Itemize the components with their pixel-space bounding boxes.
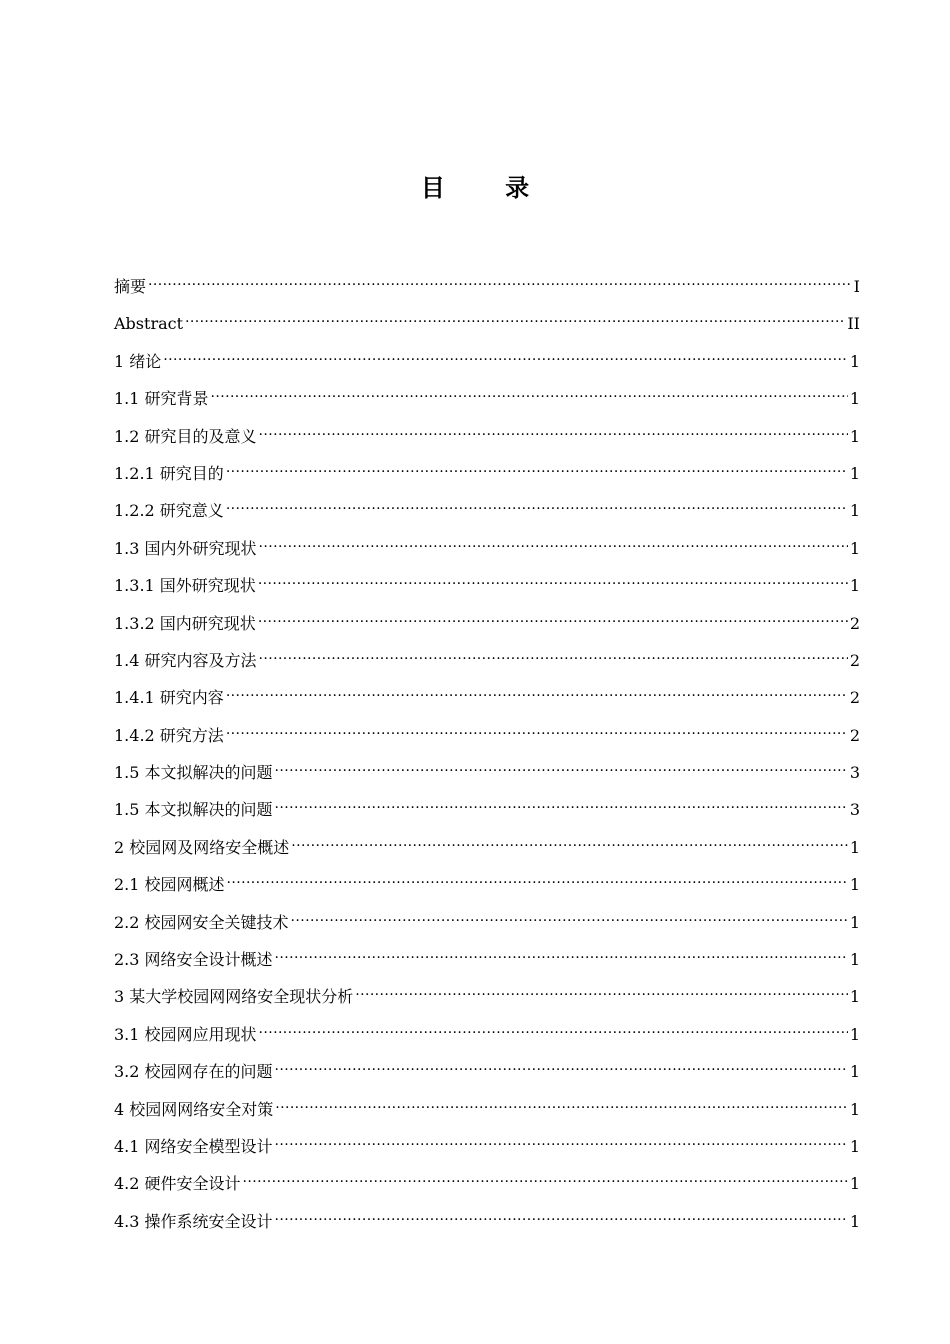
toc-entry[interactable] — [114, 793, 860, 830]
toc-dot-leader — [258, 569, 848, 591]
toc-dot-leader — [227, 868, 848, 890]
toc-entry-page-number: 1 — [849, 389, 860, 409]
toc-entry-page-number: 1 — [849, 987, 860, 1007]
toc-entry[interactable] — [114, 719, 860, 756]
toc-dot-leader — [226, 457, 848, 479]
toc-entry-page-number: 1 — [849, 1062, 860, 1082]
toc-entry[interactable] — [114, 644, 860, 681]
toc-entry[interactable] — [114, 494, 860, 531]
toc-entry[interactable] — [114, 532, 860, 569]
toc-entry-page-number: 1 — [849, 1099, 860, 1119]
toc-entry-label: 1.2 研究目的及意义 — [114, 426, 257, 446]
toc-entry[interactable] — [114, 345, 860, 382]
toc-entry[interactable] — [114, 1167, 860, 1204]
toc-entry-page-number: 1 — [849, 426, 860, 446]
toc-entry-label: 1.3 国内外研究现状 — [114, 538, 257, 558]
toc-entry-label: 1.3.2 国内研究现状 — [114, 613, 256, 633]
toc-entry-label: 3.1 校园网应用现状 — [114, 1024, 257, 1044]
toc-entry-page-number: 1 — [849, 463, 860, 483]
toc-dot-leader — [275, 793, 848, 815]
toc-dot-leader — [355, 980, 848, 1002]
toc-dot-leader — [226, 719, 848, 741]
toc-entry-page-number: 1 — [849, 1211, 860, 1231]
toc-entry-label: 4.3 操作系统安全设计 — [114, 1211, 273, 1231]
toc-entry[interactable] — [114, 457, 860, 494]
toc-entry[interactable] — [114, 980, 860, 1017]
toc-entry-label: 2.3 网络安全设计概述 — [114, 950, 273, 970]
toc-dot-leader — [148, 270, 852, 292]
toc-entry-page-number: 2 — [849, 688, 860, 708]
toc-dot-leader — [211, 382, 848, 404]
toc-entry-page-number: 1 — [849, 351, 860, 371]
toc-entry-page-number: 1 — [849, 1174, 860, 1194]
toc-entry[interactable] — [114, 906, 860, 943]
toc-entry-label: 4.1 网络安全模型设计 — [114, 1136, 273, 1156]
toc-entry-page-number: 1 — [849, 1024, 860, 1044]
toc-dot-leader — [275, 1055, 848, 1077]
toc-dot-leader — [275, 1130, 848, 1152]
toc-entry[interactable] — [114, 569, 860, 606]
toc-entry-label: 1.2.2 研究意义 — [114, 501, 224, 521]
toc-entry-label: 1.3.1 国外研究现状 — [114, 576, 256, 596]
toc-entry[interactable] — [114, 307, 860, 344]
toc-entry-label: 3 某大学校园网网络安全现状分析 — [114, 987, 354, 1007]
toc-entry-label: 1.4 研究内容及方法 — [114, 650, 257, 670]
toc-entry-page-number: 2 — [849, 650, 860, 670]
toc-entry[interactable] — [114, 1130, 860, 1167]
toc-entry-page-number: 2 — [849, 613, 860, 633]
toc-dot-leader — [259, 420, 848, 442]
toc-entry-page-number: I — [853, 277, 860, 296]
toc-entry[interactable] — [114, 270, 860, 307]
toc-dot-leader — [275, 756, 848, 778]
toc-entry-label: 1.4.2 研究方法 — [114, 725, 224, 745]
toc-entry-label: 4.2 硬件安全设计 — [114, 1174, 241, 1194]
toc-dot-leader — [226, 494, 848, 516]
toc-entry-page-number: 1 — [849, 950, 860, 970]
toc-list — [114, 270, 860, 1242]
toc-entry-label: 摘要 — [114, 277, 147, 296]
toc-dot-leader — [275, 1093, 848, 1115]
toc-dot-leader — [291, 906, 848, 928]
toc-entry-page-number: 1 — [849, 875, 860, 895]
toc-entry[interactable] — [114, 1055, 860, 1092]
toc-entry[interactable] — [114, 943, 860, 980]
toc-entry[interactable] — [114, 681, 860, 718]
toc-dot-leader — [226, 681, 848, 703]
toc-dot-leader — [291, 831, 848, 853]
toc-entry[interactable] — [114, 1205, 860, 1242]
toc-entry-page-number: II — [847, 314, 860, 334]
toc-dot-leader — [259, 1018, 848, 1040]
toc-entry-label: Abstract — [114, 314, 184, 334]
toc-dot-leader — [259, 532, 848, 554]
toc-dot-leader — [258, 607, 848, 629]
toc-entry-page-number: 1 — [849, 538, 860, 558]
toc-entry-label: 2.2 校园网安全关键技术 — [114, 912, 289, 932]
toc-entry-label: 1 绪论 — [114, 351, 162, 371]
toc-entry-page-number: 1 — [849, 1136, 860, 1156]
toc-entry-page-number: 1 — [849, 912, 860, 932]
toc-entry[interactable] — [114, 607, 860, 644]
toc-entry-page-number: 3 — [849, 763, 860, 783]
toc-entry-label: 2 校园网及网络安全概述 — [114, 837, 290, 857]
toc-entry-label: 1.2.1 研究目的 — [114, 463, 224, 483]
toc-dot-leader — [185, 307, 845, 329]
toc-entry[interactable] — [114, 382, 860, 419]
toc-entry-label: 4 校园网网络安全对策 — [114, 1099, 274, 1119]
toc-entry[interactable] — [114, 1018, 860, 1055]
toc-entry[interactable] — [114, 756, 860, 793]
toc-entry[interactable] — [114, 868, 860, 905]
toc-entry[interactable] — [114, 1093, 860, 1130]
toc-title: 目 录 — [420, 174, 556, 202]
toc-entry-page-number: 2 — [849, 725, 860, 745]
toc-entry-label: 1.1 研究背景 — [114, 389, 209, 409]
toc-dot-leader — [275, 1205, 848, 1227]
toc-entry-label: 1.4.1 研究内容 — [114, 688, 224, 708]
toc-dot-leader — [275, 943, 848, 965]
toc-entry-label: 3.2 校园网存在的问题 — [114, 1062, 273, 1082]
toc-entry-label: 1.5 本文拟解决的问题 — [114, 763, 273, 783]
toc-entry[interactable] — [114, 420, 860, 457]
toc-entry-page-number: 1 — [849, 501, 860, 521]
toc-entry-page-number: 1 — [849, 837, 860, 857]
toc-entry[interactable] — [114, 831, 860, 868]
toc-entry-label: 2.1 校园网概述 — [114, 875, 225, 895]
toc-entry-page-number: 3 — [849, 800, 860, 820]
toc-dot-leader — [243, 1167, 848, 1189]
toc-entry-page-number: 1 — [849, 576, 860, 596]
toc-dot-leader — [259, 644, 848, 666]
toc-entry-label: 1.5 本文拟解决的问题 — [114, 800, 273, 820]
toc-dot-leader — [163, 345, 848, 367]
